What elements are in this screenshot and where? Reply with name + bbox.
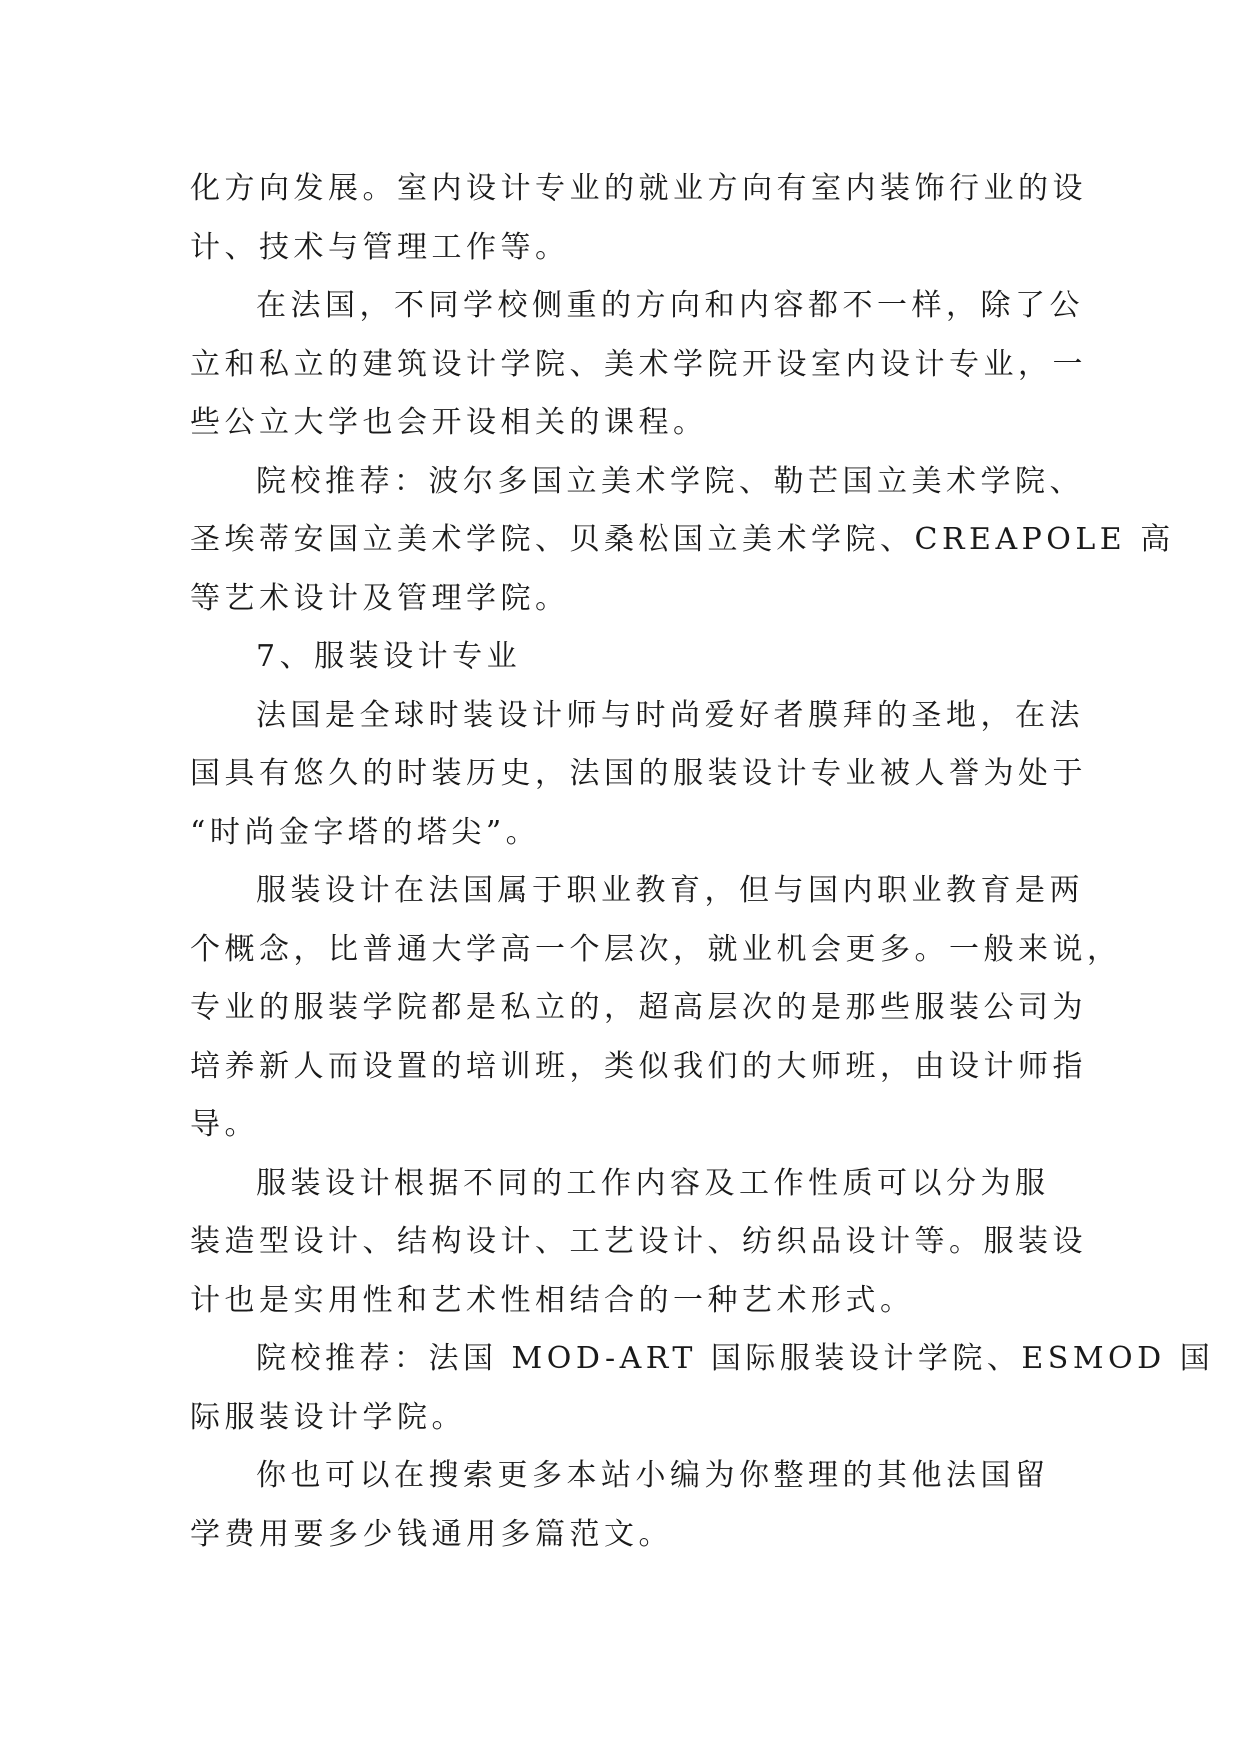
- text-line: 学费用要多少钱通用多篇范文。: [190, 1516, 673, 1552]
- paragraph: [190, 277, 1087, 453]
- paragraph: [190, 687, 1087, 863]
- paragraph: [190, 1330, 1215, 1447]
- text-line: 计也是实用性和艺术性相结合的一种艺术形式。: [190, 1282, 915, 1318]
- text-line: 你也可以在搜索更多本站小编为你整理的其他法国留: [256, 1458, 1050, 1493]
- text-line: 导。: [190, 1107, 259, 1142]
- text-line: 等艺术设计及管理学院。: [190, 580, 570, 616]
- paragraph: [190, 1447, 1070, 1564]
- text-line: “时尚金字塔的塔尖”。: [190, 814, 541, 850]
- text-line: 圣埃蒂安国立美术学院、贝桑松国立美术学院、CREAPOLE 高: [190, 522, 1175, 557]
- text-line: 服装设计根据不同的工作内容及工作性质可以分为服: [256, 1165, 1050, 1201]
- paragraph: [190, 1155, 1087, 1331]
- text-line: 在法国，不同学校侧重的方向和内容都不一样，除了公: [256, 288, 1084, 323]
- text-line: 院校推荐：波尔多国立美术学院、勒芒国立美术学院、: [256, 463, 1084, 499]
- paragraph: [190, 160, 1087, 277]
- paragraph: [190, 862, 1122, 1155]
- text-line: 专业的服装学院都是私立的，超高层次的是那些服装公司为: [190, 990, 1087, 1025]
- section-heading: [190, 628, 1070, 687]
- text-line: 化方向发展。室内设计专业的就业方向有室内装饰行业的设: [190, 171, 1087, 206]
- text-line: 国具有悠久的时装历史，法国的服装设计专业被人誉为处于: [190, 756, 1087, 791]
- text-line: 7、服装设计专业: [256, 639, 522, 674]
- text-line: 服装设计在法国属于职业教育，但与国内职业教育是两: [256, 873, 1084, 908]
- document-body: [190, 160, 1215, 1564]
- text-line: 培养新人而设置的培训班，类似我们的大师班，由设计师指: [190, 1048, 1087, 1084]
- text-line: 装造型设计、结构设计、工艺设计、纺织品设计等。服装设: [190, 1224, 1087, 1259]
- paragraph: [190, 453, 1175, 629]
- text-line: 立和私立的建筑设计学院、美术学院开设室内设计专业，一: [190, 346, 1087, 382]
- text-line: 个概念，比普通大学高一个层次，就业机会更多。一般来说，: [190, 931, 1122, 967]
- text-line: 计、技术与管理工作等。: [190, 229, 570, 265]
- text-line: 些公立大学也会开设相关的课程。: [190, 405, 708, 440]
- text-line: 际服装设计学院。: [190, 1399, 466, 1435]
- text-line: 院校推荐：法国 MOD-ART 国际服装设计学院、ESMOD 国: [256, 1341, 1215, 1376]
- text-line: 法国是全球时装设计师与时尚爱好者膜拜的圣地，在法: [256, 697, 1084, 733]
